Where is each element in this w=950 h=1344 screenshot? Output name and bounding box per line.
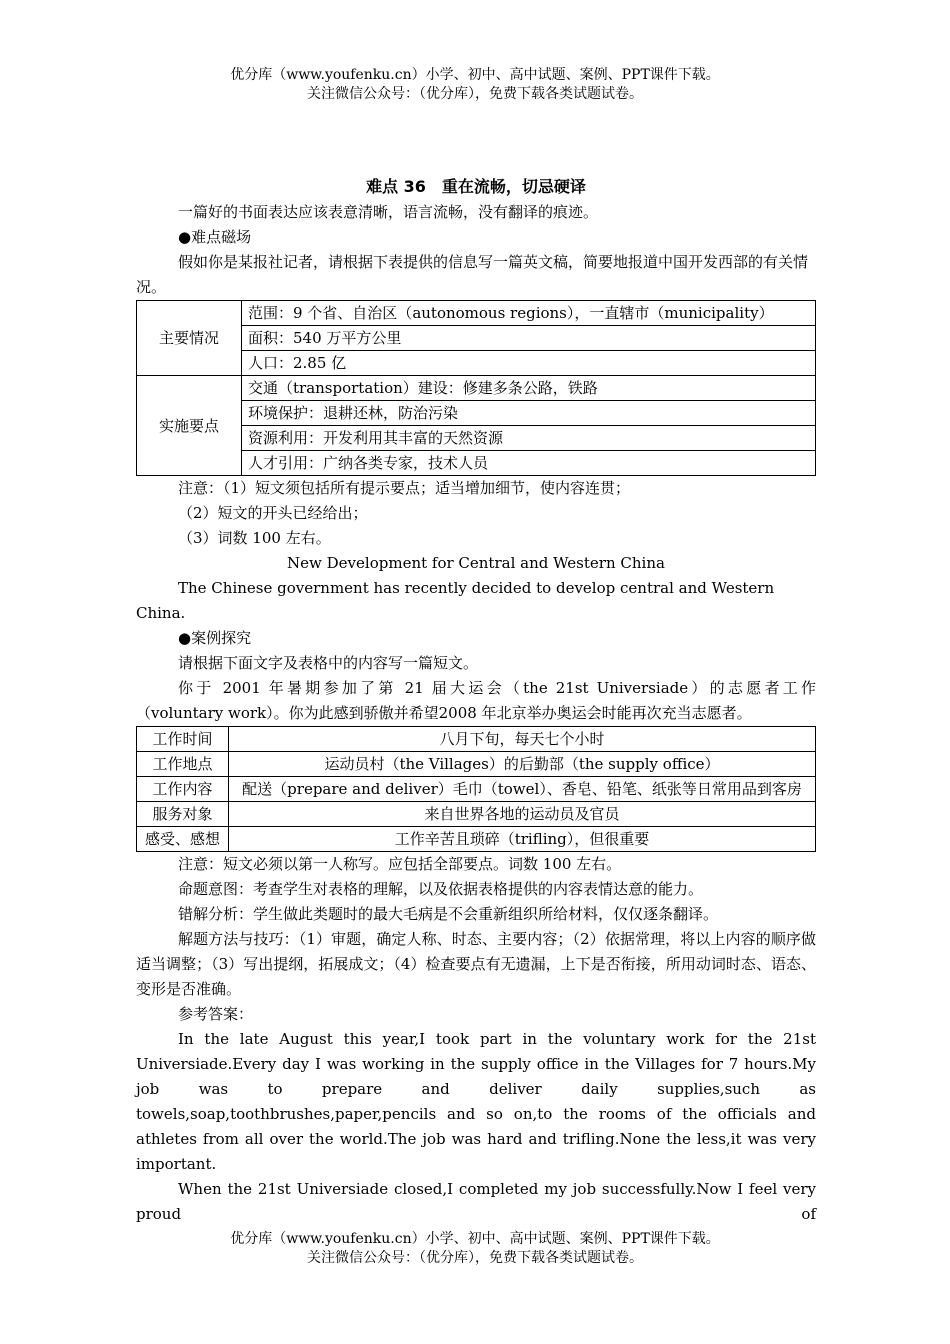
answer-heading: 参考答案： [178,1005,254,1023]
section-heading-difficulty: ●难点磁场 [178,228,252,246]
table-cell: 人才引用：广纳各类专家，技术人员 [242,451,816,476]
note-line: 注意：（1）短文须包括所有提示要点；适当增加细节，使内容连贯； [178,479,631,497]
task1-paragraph: 假如你是某报社记者，请根据下表提供的信息写一篇英文稿，简要地报道中国开发西部的有关情况。 [136,253,809,296]
table-label-cell: 感受、感想 [137,827,229,852]
footer-line-1: 优分库（www.youfenku.cn）小学、初中、高中试题、案例、PPT课件下载。 [230,1231,720,1247]
note-line: （3）词数 100 左右。 [178,529,331,547]
info-table-western-development [136,300,816,476]
intro-paragraph: 一篇好的书面表达应该表意清晰，语言流畅，没有翻译的痕迹。 [178,203,599,221]
page-header [0,66,950,104]
table-cell: 面积：540 万平方公里 [242,326,816,351]
table-row [137,827,816,852]
table-label-cell: 服务对象 [137,802,229,827]
table-cell: 资源利用：开发利用其丰富的天然资源 [242,426,816,451]
table-cell: 环境保护：退耕还林，防治污染 [242,401,816,426]
table-row [137,376,816,401]
page-footer [0,1230,950,1268]
essay-opening: The Chinese government has recently decided to develop central and Western China. [136,579,775,622]
table-cell: 运动员村（the Villages）的后勤部（the supply office） [229,752,816,777]
table-row [137,727,816,752]
document-body [136,176,816,1227]
task2-paragraph: （voluntary work）。你为此感到骄傲并希望2008 年北京举办奥运会时能再次充当志愿者。 [136,704,752,722]
header-line-2: 关注微信公众号：（优分库），免费下载各类试题试卷。 [307,86,643,102]
table-row [137,802,816,827]
essay-title: New Development for Central and Western China [287,554,665,572]
answer-paragraph: In the late August this year,I took part in the voluntary work for the 21st Universiade.Every day I was working in the supply office in the Villages for 7 hours.My job was to prepare and deliver daily supplies,such as towels,soap,toothbrushes,paper,pencils and so on,to the rooms of the officials and athletes from all over the world.The job was hard and trifling.None the less,it was very important. [136,1030,816,1173]
table-label-cell: 工作内容 [137,777,229,802]
table-label-cell: 工作地点 [137,752,229,777]
table-group-label: 实施要点 [137,376,242,476]
table-row [137,301,816,326]
analysis-line: 错解分析：学生做此类题时的最大毛病是不会重新组织所给材料，仅仅逐条翻译。 [178,905,719,923]
table-cell: 交通（transportation）建设：修建多条公路，铁路 [242,376,816,401]
table-cell: 人口：2.85 亿 [242,351,816,376]
analysis-line: 解题方法与技巧：（1）审题，确定人称、时态、主要内容；（2）依据常理，将以上内容的顺序做适当调整；（3）写出提纲，拓展成文；（4）检查要点有无遗漏，上下是否衔接，所用动词时态、语态、变形是否准确。 [136,930,816,998]
footer-line-2: 关注微信公众号：（优分库），免费下载各类试题试卷。 [307,1250,643,1266]
note-line: （2）短文的开头已经给出； [178,504,368,522]
table-row [137,752,816,777]
page-title: 难点 36 重在流畅，切忌硬译 [366,177,586,196]
header-line-1: 优分库（www.youfenku.cn）小学、初中、高中试题、案例、PPT课件下载。 [230,67,720,83]
table-cell: 八月下旬，每天七个小时 [229,727,816,752]
analysis-line: 命题意图：考查学生对表格的理解，以及依据表格提供的内容表情达意的能力。 [178,880,704,898]
task2-paragraph: 你于 2001 年暑期参加了第 21 届大运会（the 21st Universiade）的志愿者工作 [178,679,816,697]
table-cell: 配送（prepare and deliver）毛巾（towel）、香皂、铅笔、纸张等日常用品到客房 [229,777,816,802]
section-heading-case: ●案例探究 [178,629,252,647]
table-row [137,777,816,802]
answer-paragraph: When the 21st Universiade closed,I completed my job successfully.Now I feel very proud of [136,1180,816,1223]
table-label-cell: 工作时间 [137,727,229,752]
volunteer-work-table [136,726,816,852]
table-group-label: 主要情况 [137,301,242,376]
table-cell: 范围：9 个省、自治区（autonomous regions），一直辖市（municipality） [242,301,816,326]
table-cell: 来自世界各地的运动员及官员 [229,802,816,827]
analysis-line: 注意：短文必须以第一人称写。应包括全部要点。词数 100 左右。 [178,855,622,873]
table-cell: 工作辛苦且琐碎（trifling），但很重要 [229,827,816,852]
task2-paragraph: 请根据下面文字及表格中的内容写一篇短文。 [178,654,479,672]
